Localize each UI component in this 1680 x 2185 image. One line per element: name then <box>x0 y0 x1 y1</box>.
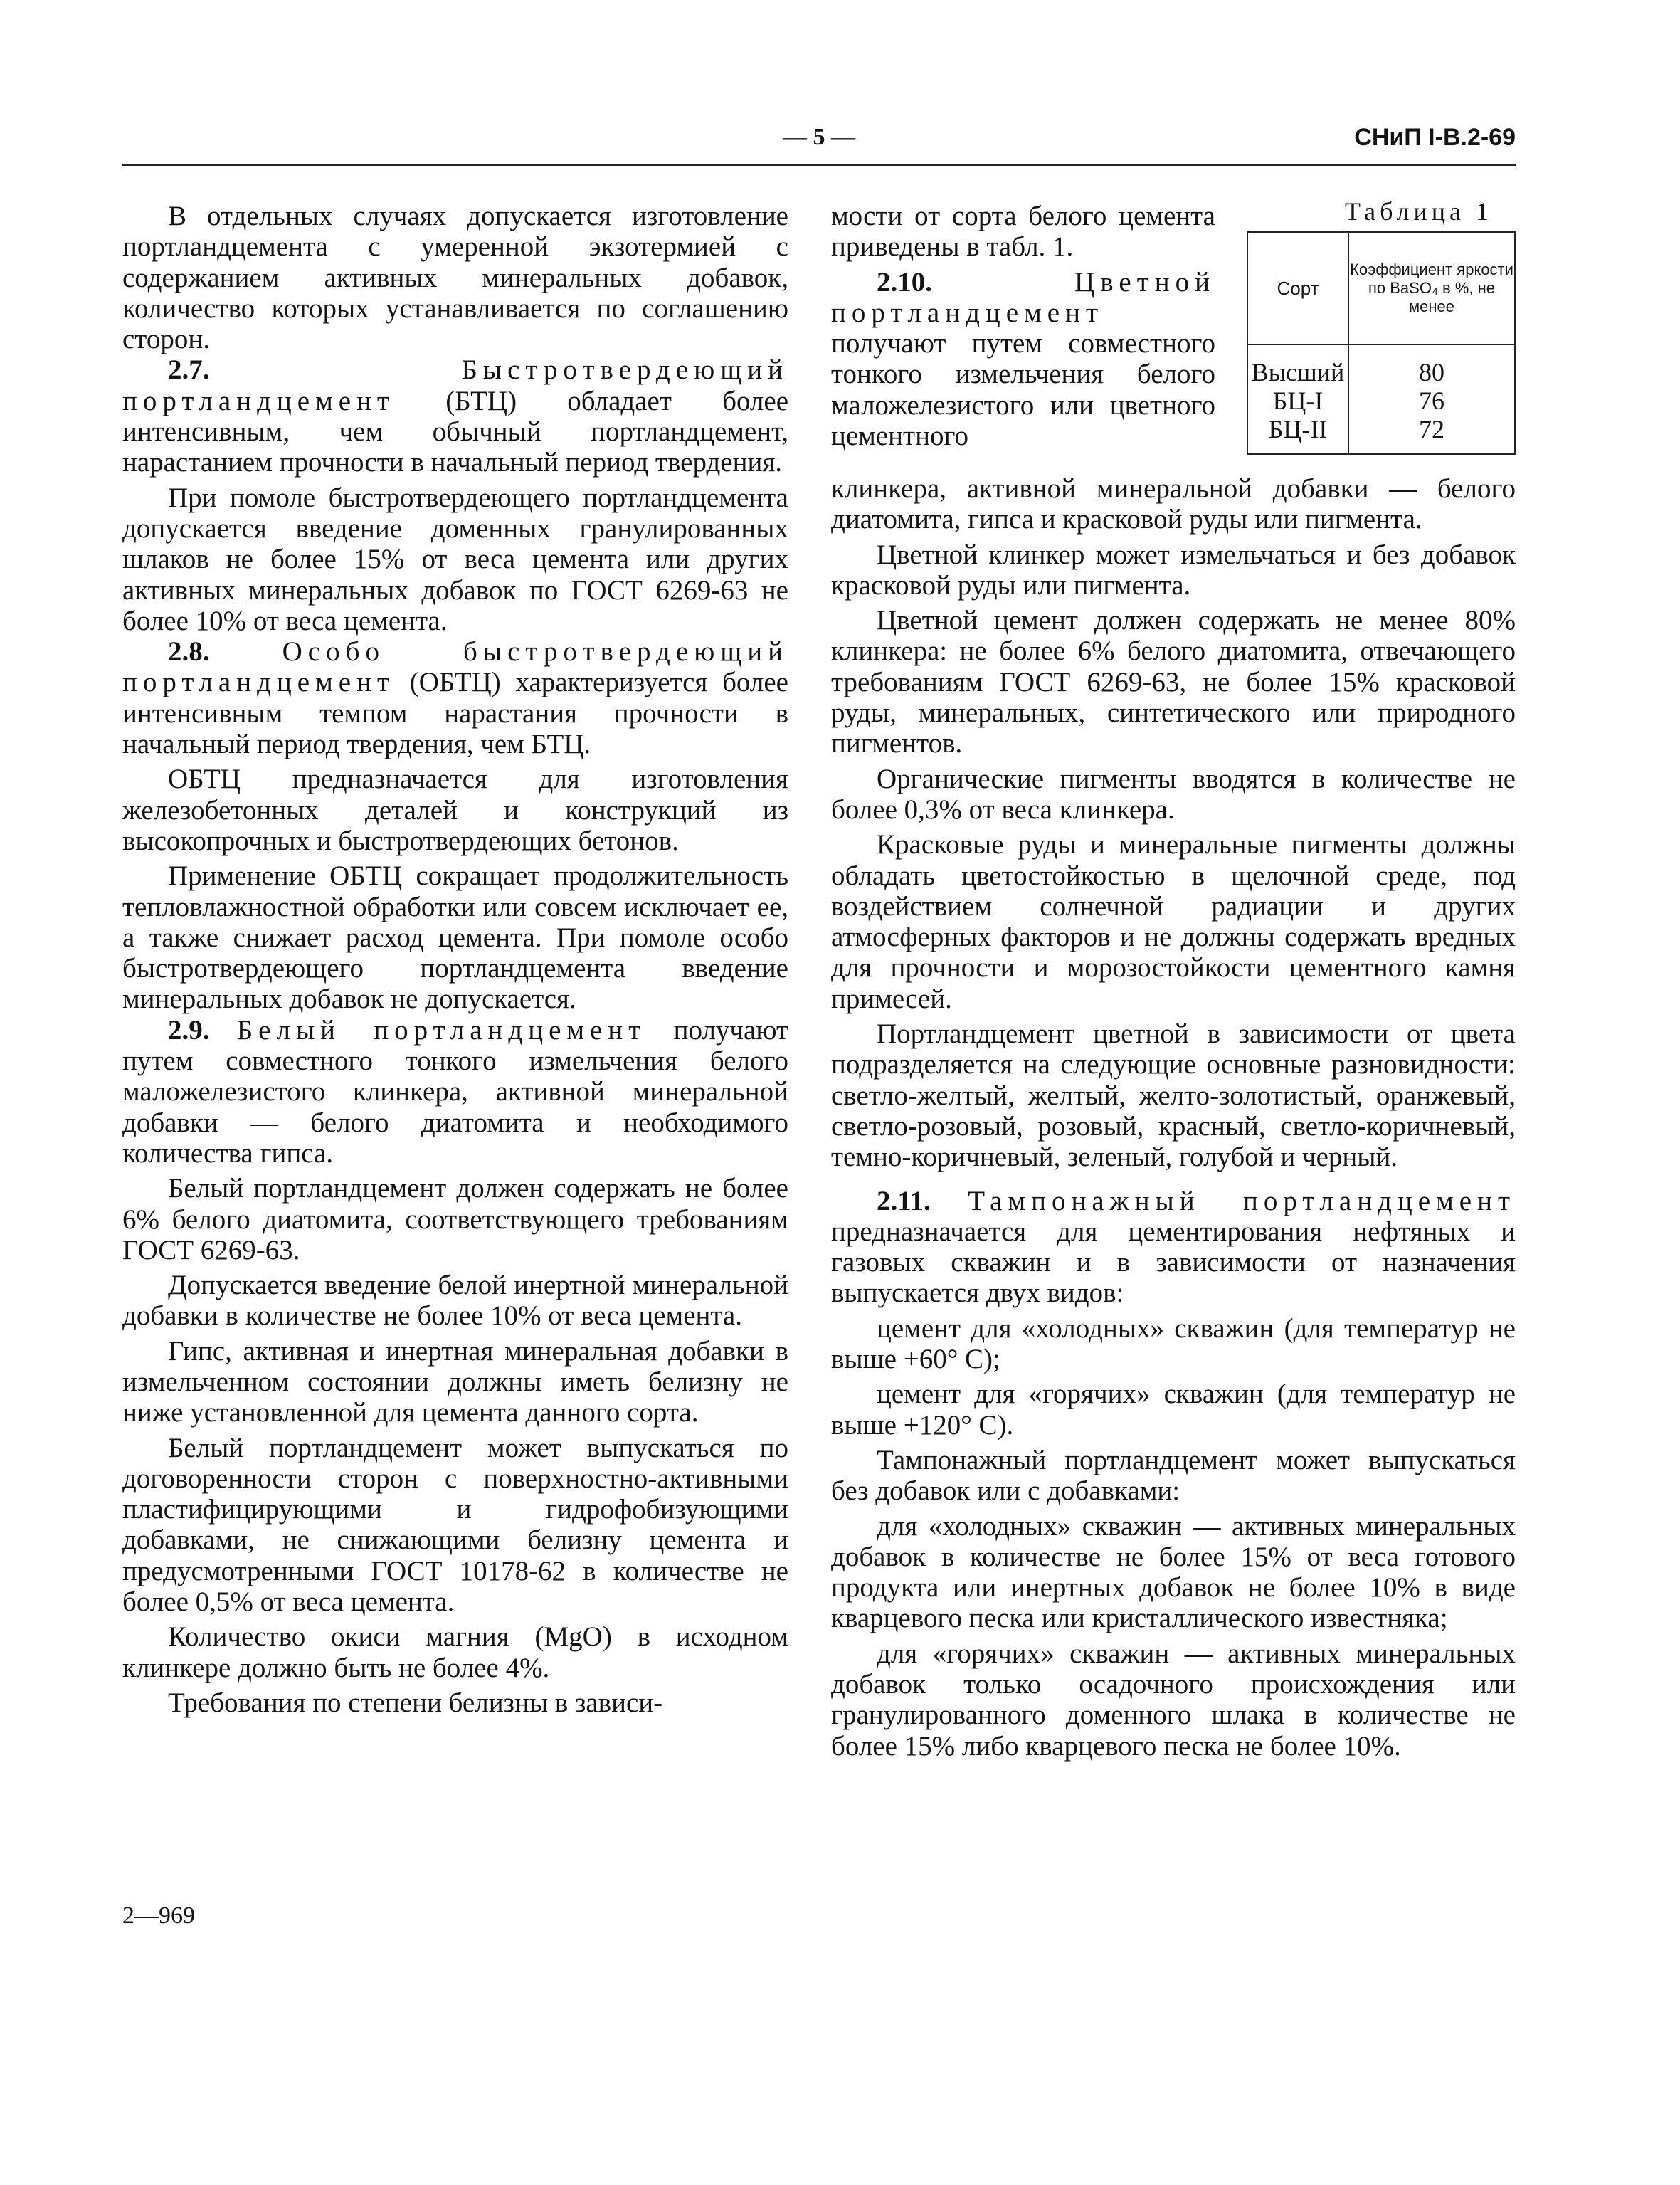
column-header-grade: Сорт <box>1247 232 1348 344</box>
grade-value: Высший <box>1251 358 1345 386</box>
paragraph: клинкера, активной минеральной добавки — белого диатомита, гипса и красковой руды или пигмента. <box>831 473 1516 535</box>
paragraph: цемент для «горячих» скважин (для температур не выше +120° С). <box>831 1379 1516 1441</box>
whiteness-table <box>1247 231 1516 455</box>
paragraph: Цветной цемент должен содержать не менее 80% клинкера: не более 6% белого диатомита, отвечающего требованиям ГОСТ 6269-63, не более 15% красковой руды, минеральных, синтетического или природного пигментов. <box>831 605 1516 759</box>
paragraph: Портландцемент цветной в зависимости от цвета подразделяется на следующие основные разновидности: светло-желтый, желтый, желто-золотистый, оранжевый, светло-розовый, розовый, красный, светло-коричневый, темно-коричневый, зеленый, голубой и черный. <box>831 1018 1516 1173</box>
section-text: получают путем совместного тонкого измельчения белого маложелезистого клинкера, активной минеральной добавки — белого диатомита и необходимого количества гипса. <box>122 1014 789 1169</box>
section-2-8 <box>122 636 788 759</box>
paragraph: цемент для «холодных» скважин (для температур не выше +60° С); <box>831 1312 1516 1375</box>
table-header-row <box>1247 232 1515 344</box>
section-term: Быстротвердеющий портландцемент <box>122 354 788 416</box>
right-column-top <box>831 201 1215 451</box>
right-column <box>831 473 1516 1762</box>
paragraph: ОБТЦ предназначается для изготовления железобетонных деталей и конструкций из высокопрочных и быстротвердеющих бетонов. <box>122 764 788 856</box>
paragraph: Органические пигменты вводятся в количестве не более 0,3% от веса клинкера. <box>831 763 1516 825</box>
grade-value: БЦ-II <box>1268 415 1328 443</box>
paragraph: В отдельных случаях допускается изготовление портландцемента с умеренной экзотермией с содержанием активных минеральных добавок, количество которых устанавливается по соглашению сторон. <box>122 201 788 355</box>
paragraph: Цветной клинкер может измельчаться и без добавок красковой руды или пигмента. <box>831 539 1516 601</box>
paragraph: При помоле быстротвердеющего портландцемента допускается введение доменных гранулированных шлаков не более 15% от веса цемента или других активных минеральных добавок по ГОСТ 6269-63 не более 10% от веса цемента. <box>122 482 788 636</box>
brightness-value: 72 <box>1419 415 1444 443</box>
brightness-value: 80 <box>1419 358 1444 386</box>
section-number: 2.8. <box>168 636 210 668</box>
footer-code: 2—969 <box>122 1902 195 1929</box>
paragraph: Белый портландцемент может выпускаться по договоренности сторон с поверхностно-активными пластифицирующими и гидрофобизующими добавками, не снижающими белизну цемента и предусмотренными ГОСТ 10178-62 в количестве не более 0,5% от веса цемента. <box>122 1432 788 1618</box>
section-number: 2.9. <box>168 1014 210 1046</box>
header-divider <box>122 164 1516 166</box>
section-number: 2.7. <box>168 354 210 386</box>
table-title: Таблица 1 <box>1345 197 1493 226</box>
section-number: 2.10. <box>877 266 932 298</box>
section-2-7 <box>122 354 788 478</box>
section-term: Тампонажный портландцемент <box>968 1185 1516 1216</box>
section-text: получают путем совместного тонкого измельчения белого маложелезистого или цветного цементного <box>831 328 1215 452</box>
section-term: Белый портландцемент <box>236 1014 647 1046</box>
page-number: — 5 — <box>783 124 855 150</box>
section-number: 2.11. <box>877 1185 931 1216</box>
paragraph: Красковые руды и минеральные пигменты должны обладать цветостойкостью в щелочной среде, под воздействием солнечной радиации и других атмосферных факторов и не должны содержать вредных для прочности и морозостойкости цементного камня примесей. <box>831 829 1516 1014</box>
left-column <box>122 201 788 1718</box>
paragraph: Требования по степени белизны в зависи- <box>168 1687 663 1718</box>
paragraph: Применение ОБТЦ сокращает продолжительность тепловлажностной обработки или совсем исключает ее, а также снижает расход цемента. При помоле особо быстротвердеющего портландцемента введение минеральных добавок не допускается. <box>122 860 788 1015</box>
section-term: Особо быстротвердеющий портландцемент <box>122 636 789 698</box>
brightness-value: 76 <box>1419 386 1444 415</box>
paragraph: Тампонажный портландцемент может выпускаться без добавок или с добавками: <box>831 1444 1516 1507</box>
brightness-cell <box>1348 344 1515 454</box>
section-term: Цветной портландцемент <box>831 266 1215 328</box>
paragraph: Белый портландцемент должен содержать не более 6% белого диатомита, соответствующего требованиям ГОСТ 6269-63. <box>122 1173 788 1265</box>
page-header <box>122 120 1516 159</box>
grade-cell <box>1247 344 1348 454</box>
paragraph: для «горячих» скважин — активных минеральных добавок только осадочного происхождения или гранулированного доменного шлака в количестве не более 15% либо кварцевого песка не более 10%. <box>831 1638 1516 1762</box>
paragraph: Гипс, активная и инертная минеральная добавки в измельченном состоянии должны иметь белизну не ниже установленной для цемента данного сорта. <box>122 1335 788 1428</box>
paragraph: Допускается введение белой инертной минеральной добавки в количестве не более 10% от веса цемента. <box>122 1270 788 1332</box>
paragraph: для «холодных» скважин — активных минеральных добавок в количестве не более 15% от веса готового продукта или инертных добавок не более 10% в виде кварцевого песка или кристаллического известняка; <box>831 1510 1516 1634</box>
section-text: (БТЦ) обладает более интенсивным, чем обычный портландцемент, нарастанием прочности в начальный период твердения. <box>122 385 789 478</box>
section-text: (ОБТЦ) характеризуется более интенсивным темпом нарастания прочности в начальный период твердения, чем БТЦ. <box>122 667 788 760</box>
table-row <box>1247 344 1515 454</box>
section-2-10 <box>831 267 1215 452</box>
column-header-brightness: Коэффициент яркости по BaSO₄ в %, не менее <box>1348 232 1515 344</box>
section-2-11 <box>831 1186 1516 1309</box>
section-text: предназначается для цементирования нефтяных и газовых скважин и в зависимости от назначения выпускается двух видов: <box>831 1216 1516 1309</box>
section-2-9 <box>122 1015 788 1169</box>
document-code: СНиП I-В.2-69 <box>1354 124 1516 151</box>
paragraph: Количество окиси магния (MgO) в исходном клинкере должно быть не более 4%. <box>122 1621 788 1683</box>
paragraph: мости от сорта белого цемента приведены в табл. 1. <box>831 201 1215 263</box>
grade-value: БЦ-I <box>1272 386 1324 415</box>
